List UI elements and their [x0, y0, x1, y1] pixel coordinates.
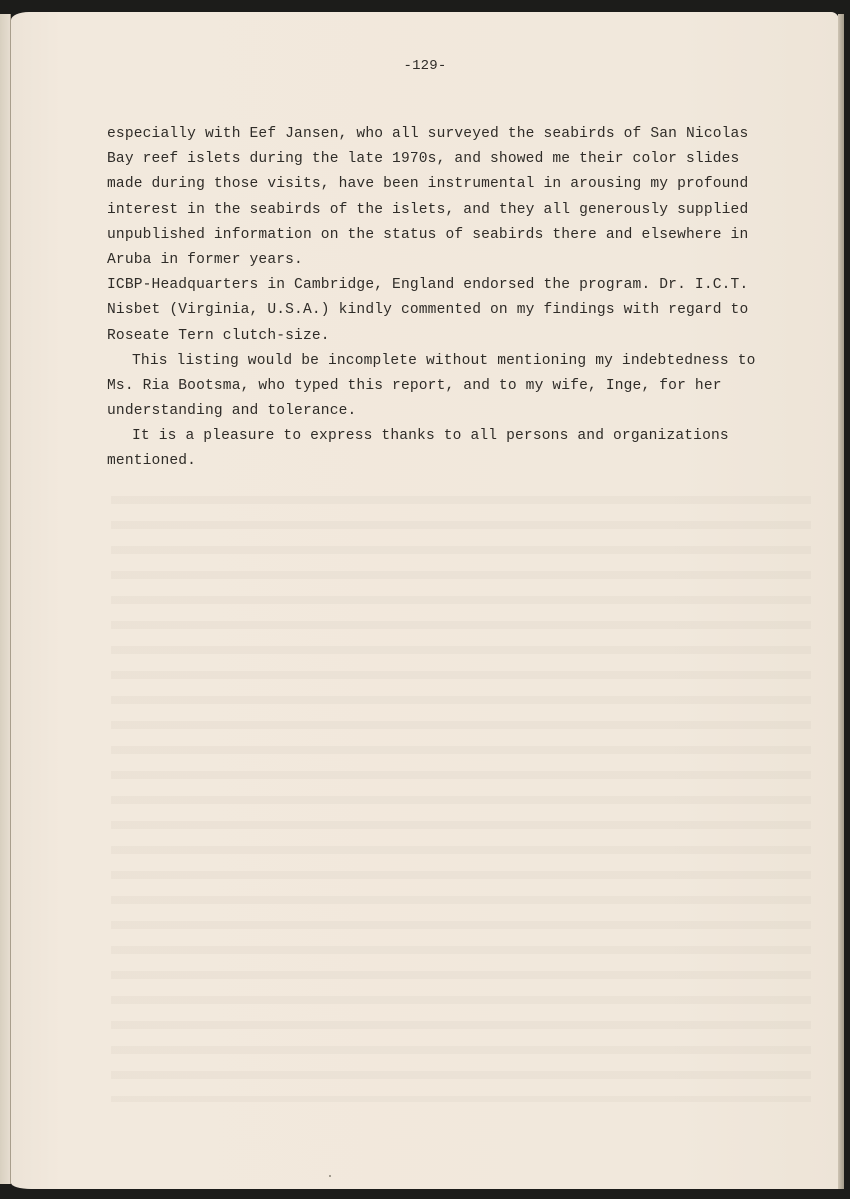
page-number: -129- [403, 58, 447, 74]
text-line: interest in the seabirds of the islets, and they all generously supplied [107, 201, 749, 218]
paragraph-continuation [107, 122, 747, 273]
text-line: Roseate Tern clutch-size. [107, 327, 330, 344]
facing-page-edge [0, 14, 11, 1184]
text-line: Aruba in former years. [107, 251, 303, 268]
paragraph-indebtedness [107, 349, 756, 425]
page-stack-edge [838, 14, 844, 1189]
text-line: especially with Eef Jansen, who all surveyed the seabirds of San Nicolas [107, 126, 749, 142]
text-line: made during those visits, have been instrumental in arousing my profound [107, 176, 749, 193]
text-line: Nisbet (Virginia, U.S.A.) kindly commented on my findings with regard to [107, 302, 749, 319]
text-line-indented: This listing would be incomplete without mentioning my indebtedness to [132, 352, 756, 369]
paragraph-thanks [107, 424, 747, 474]
page-body [107, 122, 756, 475]
paper-speck [329, 1175, 331, 1177]
text-line: ICBP-Headquarters in Cambridge, England endorsed the program. Dr. I.C.T. [107, 277, 749, 294]
paragraph-icbp [107, 273, 747, 349]
document-page [11, 12, 839, 1189]
text-line-indented: It is a pleasure to express thanks to all persons and organizations [132, 428, 729, 445]
text-line: Ms. Ria Bootsma, who typed this report, and to my wife, Inge, for her [107, 377, 722, 394]
reverse-side-show-through [111, 482, 811, 1102]
text-line: understanding and tolerance. [107, 403, 357, 420]
text-line: unpublished information on the status of seabirds there and elsewhere in [107, 226, 749, 243]
text-line: Bay reef islets during the late 1970s, and showed me their color slides [107, 151, 740, 168]
text-line: mentioned. [107, 453, 197, 470]
